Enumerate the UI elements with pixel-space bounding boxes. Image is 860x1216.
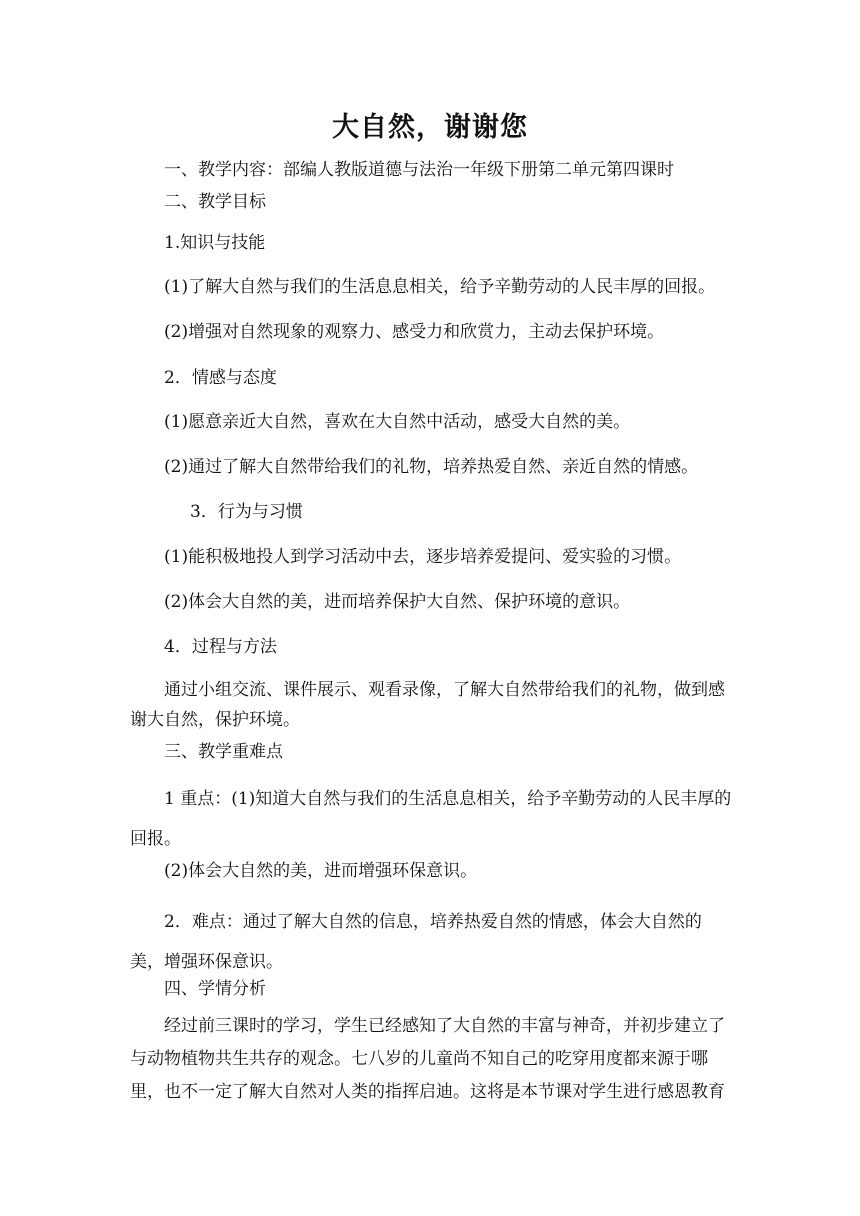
keypoints-heading: 三、教学重难点 xyxy=(164,742,283,762)
objectives-heading: 二、教学目标 xyxy=(164,192,266,212)
behavior-heading: 3．行为与习惯 xyxy=(190,502,303,522)
emotion-item-1: (1)愿意亲近大自然，喜欢在大自然中活动，感受大自然的美。 xyxy=(164,412,631,432)
keypoint-paragraph-1: 1 重点：(1)知道大自然与我们的生活息息相关，给予辛勤劳动的人民丰厚的回报。 xyxy=(130,789,732,849)
behavior-item-2: (2)体会大自然的美，进而培养保护大自然、保护环境的意识。 xyxy=(164,592,631,612)
analysis-paragraph: 经过前三课时的学习，学生已经感知了大自然的丰富与神奇，并初步建立了与动物植物共生共存的观念。七八岁的儿童尚不知自己的吃穿用度都来源于哪里，也不一定了解大自然对人类的指挥启迪。这将是本节课对学生进行感恩教育 xyxy=(130,1016,725,1102)
document-title: 大自然，谢谢您 xyxy=(332,112,528,143)
emotion-heading: 2．情感与态度 xyxy=(164,368,277,388)
knowledge-heading: 1.知识与技能 xyxy=(164,233,266,253)
teaching-content-line: 一、教学内容：部编人教版道德与法治一年级下册第二单元第四课时 xyxy=(164,160,674,180)
process-paragraph: 通过小组交流、课件展示、观看录像，了解大自然带给我们的礼物，做到感谢大自然，保护环境。 xyxy=(130,680,725,730)
difficulty-paragraph: 2．难点：通过了解大自然的信息，培养热爱自然的情感，体会大自然的美，增强环保意识。 xyxy=(130,912,702,972)
behavior-item-1: (1)能积极地投人到学习活动中去，逐步培养爱提问、爱实验的习惯。 xyxy=(164,547,682,567)
analysis-heading: 四、学情分析 xyxy=(164,979,266,999)
keypoint-item-2: (2)体会大自然的美，进而增强环保意识。 xyxy=(164,861,478,881)
emotion-item-2: (2)通过了解大自然带给我们的礼物，培养热爱自然、亲近自然的情感。 xyxy=(164,457,699,477)
knowledge-item-2: (2)增强对自然现象的观察力、感受力和欣赏力，主动去保护环境。 xyxy=(164,322,665,342)
knowledge-item-1: (1)了解大自然与我们的生活息息相关，给予辛勤劳动的人民丰厚的回报。 xyxy=(164,277,716,297)
process-heading: 4．过程与方法 xyxy=(164,637,277,657)
